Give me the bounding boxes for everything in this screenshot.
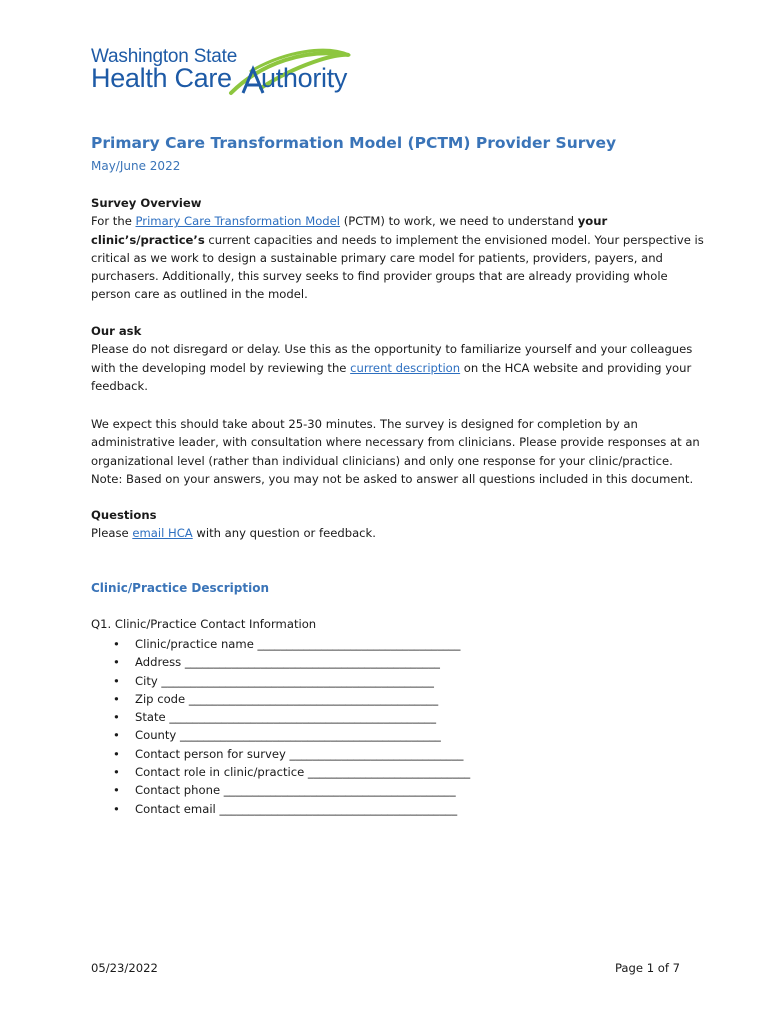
questions-line: Please email HCA with any question or feedback. — [91, 526, 376, 541]
survey-overview — [91, 194, 704, 304]
list-item: • Zip code ___________________________________________ — [113, 691, 439, 706]
list-item: • Contact person for survey ______________________________ — [113, 746, 464, 761]
overview-line-2: clinic’s/practice’s current capacities and needs to implement the envisioned model. Your perspective is — [91, 232, 704, 247]
expect-line-2: administrative leader, with consultation where necessary from clinicians. Please provide responses at an — [91, 435, 700, 450]
hca-logo — [91, 43, 361, 99]
questions-block — [91, 506, 691, 543]
list-item: • City _______________________________________________ — [113, 673, 434, 688]
list-item: • Contact role in clinic/practice ____________________________ — [113, 765, 471, 780]
section-title: Clinic/Practice Description — [91, 581, 270, 595]
ask-line-2: with the developing model by reviewing the current description on the HCA website and providing your — [91, 360, 692, 375]
expectation-paragraph — [91, 415, 700, 488]
current-description-link[interactable]: current description — [350, 360, 461, 375]
overview-line-1: For the Primary Care Transformation Model (PCTM) to work, we need to understand your — [91, 214, 608, 229]
list-item: • Contact phone ________________________________________ — [113, 783, 456, 798]
list-item: • State ______________________________________________ — [113, 710, 437, 725]
overview-line-5: person care as outlined in the model. — [91, 287, 308, 302]
email-hca-link[interactable]: email HCA — [132, 526, 193, 541]
q1-label: Q1. Clinic/Practice Contact Information — [91, 617, 317, 631]
pctm-link[interactable]: Primary Care Transformation Model — [135, 214, 341, 229]
list-item: • Clinic/practice name ___________________________________ — [113, 637, 461, 651]
footer-date: 05/23/2022 — [91, 961, 158, 975]
list-item: • Contact email _________________________________________ — [113, 801, 458, 816]
list-item: • County _____________________________________________ — [113, 728, 441, 743]
expect-line-1: We expect this should take about 25-30 minutes. The survey is designed for completion by an — [91, 417, 638, 431]
ask-line-1: Please do not disregard or delay. Use this as the opportunity to familiarize yourself and your colleagues — [91, 342, 693, 357]
expect-line-3: organizational level (rather than individual clinicians) and only one response for your clinic/practice. — [91, 453, 673, 468]
our-ask — [91, 322, 691, 395]
q1-contact-list — [113, 635, 470, 818]
page-number: Page 1 of 7 — [614, 961, 680, 975]
survey-date: May/June 2022 — [91, 159, 181, 173]
overview-line-3: critical as we work to design a sustainable primary care model for patients, providers, payers, and — [91, 250, 663, 265]
overview-heading: Survey Overview — [91, 196, 202, 210]
logo-line-2: Health Care uthority — [91, 63, 348, 93]
ask-heading: Our ask — [91, 324, 142, 338]
overview-line-4: purchasers. Additionally, this survey seeks to find provider groups that are already providing whole — [91, 269, 668, 284]
logo-line-1: Washington State — [91, 46, 238, 67]
ask-line-3: feedback. — [91, 378, 148, 393]
list-item: • Address ____________________________________________ — [113, 655, 440, 670]
page-title: Primary Care Transformation Model (PCTM) Provider Survey — [91, 134, 617, 152]
questions-heading: Questions — [91, 508, 157, 522]
expect-line-4: Note: Based on your answers, you may not be asked to answer all questions included in this document. — [91, 471, 694, 486]
